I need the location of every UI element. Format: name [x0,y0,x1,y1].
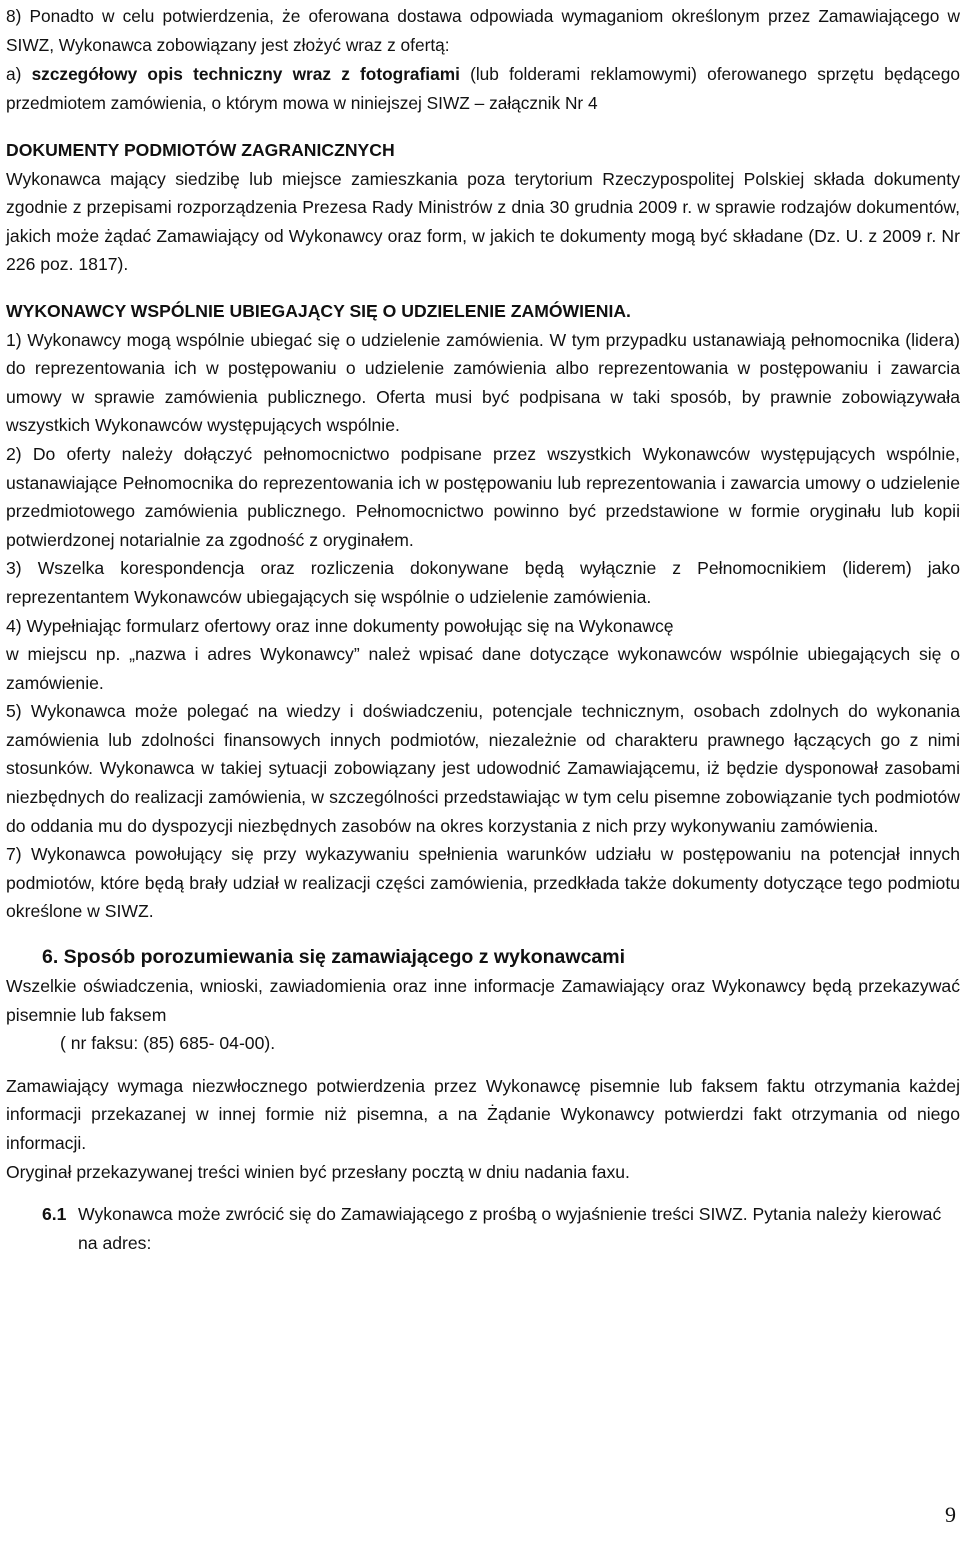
section-6-paragraph-3: Oryginał przekazywanej treści winien być przesłany pocztą w dniu nadania faxu. [6,1161,630,1182]
fax-number: ( nr faksu: (85) 685- 04-00). [60,1033,276,1054]
joint-heading: WYKONAWCY WSPÓLNIE UBIEGAJĄCY SIĘ O UDZIELENIE ZAMÓWIENIA. [6,300,631,321]
joint-paragraph-2: 2) Do oferty należy dołączyć pełnomocnictwo podpisane przez wszystkich Wykonawców występujących wspólnie, ustanawiające Pełnomocnika do reprezentowania ich w postępowaniu lub reprezentowania i zawarcia umowy o udzielenie przedmiotowego zamówienia publicznego. Pełnomocnictwo powinno być przedstawione w formie oryginału lub kopii potwierdzonej notarialnie za zgodność z oryginałem. [6,443,960,550]
item-a-bold: szczegółowy opis techniczny wraz z fotografiami [31,64,460,84]
foreign-text: Wykonawca mający siedzibę lub miejsce zamieszkania poza terytorium Rzeczypospolitej Polskiej składa dokumenty zgodnie z przepisami rozporządzenia Prezesa Rady Ministrów z dnia 30 grudnia 2009 r. w sprawie rodzajów dokumentów, jakich może żądać Zamawiający od Wykonawcy oraz form, w jakich te dokumenty mogą być składane (Dz. U. z 2009 r. Nr 226 poz. 1817). [6,168,960,275]
item-a-rest: (lub folderami reklamowymi) oferowanego sprzętu będącego przedmiotem zamówienia, o którym mowa w niniejszej SIWZ – załącznik Nr 4 [6,64,960,113]
joint-paragraph-1: 1) Wykonawcy mogą wspólnie ubiegać się o udzielenie zamówienia. W tym przypadku ustanawiają pełnomocnika (lidera) do reprezentowania ich w postępowaniu o udzielenie zamówienia albo reprezentowania w postępowaniu i zawarcia umowy w sprawie zamówienia publicznego. Oferta musi być podpisana w taki sposób, by prawnie zobowiązywała wszystkich Wykonawców występujących wspólnie. [6,329,960,436]
joint-paragraph-5: 5) Wykonawca może polegać na wiedzy i doświadczeniu, potencjale technicznym, osobach zdolnych do wykonania zamówienia lub zdolności finansowych innych podmiotów, niezależnie od charakteru prawnego łączących go z nimi stosunków. Wykonawca w takiej sytuacji zobowiązany jest udowodnić Zamawiającemu, iż będzie dysponował zasobami niezbędnych do realizacji zamówienia, w szczególności przedstawiając w tym celu pisemne zobowiązanie tych podmiotów do oddania mu do dyspozycji niezbędnych zasobów na okres korzystania z nich przy wykonywaniu zamówienia. [6,701,960,836]
section-6-paragraph-2: Zamawiający wymaga niezwłocznego potwierdzenia przez Wykonawcę pisemnie lub faksem faktu otrzymania każdej informacji przekazanej w innej formie niż pisemna, a na Żądanie Wykonawcy potwierdzi fakt otrzymania od niego informacji. [6,1075,960,1153]
joint-paragraph-4b: w miejscu np. „nazwa i adres Wykonawcy” należ wpisać dane dotyczące wykonawców wspólnie ubiegających się o zamówienie. [6,644,960,693]
document-page [6,2,960,1257]
item-a-prefix: a) [6,64,32,84]
section-6-title: 6. Sposób porozumiewania się zamawiającego z wykonawcami [42,946,626,969]
paragraph-a [6,60,960,118]
joint-paragraph-7: 7) Wykonawca powołujący się przy wykazywaniu spełnienia warunków udziału w postępowaniu na potencjał innych podmiotów, które będą brały udział w realizacji części zamówienia, przedkłada także dokumenty dotyczące tego podmiotu określone w SIWZ. [6,844,960,922]
joint-paragraph-4a: 4) Wypełniając formularz ofertowy oraz inne dokumenty powołując się na Wykonawcę [6,615,674,636]
section-6-paragraph-1: Wszelkie oświadczenia, wnioski, zawiadomienia oraz inne informacje Zamawiający oraz Wykonawcy będą przekazywać pisemnie lub faksem [6,976,960,1025]
item-6-1 [6,1200,960,1257]
item-6-1-text: Wykonawca może zwrócić się do Zamawiającego z prośbą o wyjaśnienie treści SIWZ. Pytania należy kierować na adres: [78,1204,942,1253]
joint-paragraph-3: 3) Wszelka korespondencja oraz rozliczenia dokonywane będą wyłącznie z Pełnomocnikiem (liderem) jako reprezentantem Wykonawców ubiegających się wspólnie o udzielenie zamówienia. [6,558,960,607]
paragraph-8: 8) Ponadto w celu potwierdzenia, że oferowana dostawa odpowiada wymaganiom określonym przez Zamawiającego w SIWZ, Wykonawca zobowiązany jest złożyć wraz z ofertą: [6,6,960,55]
item-6-1-number: 6.1 [42,1204,67,1225]
page-number: 9 [945,1502,956,1527]
foreign-heading: DOKUMENTY PODMIOTÓW ZAGRANICZNYCH [6,140,395,160]
